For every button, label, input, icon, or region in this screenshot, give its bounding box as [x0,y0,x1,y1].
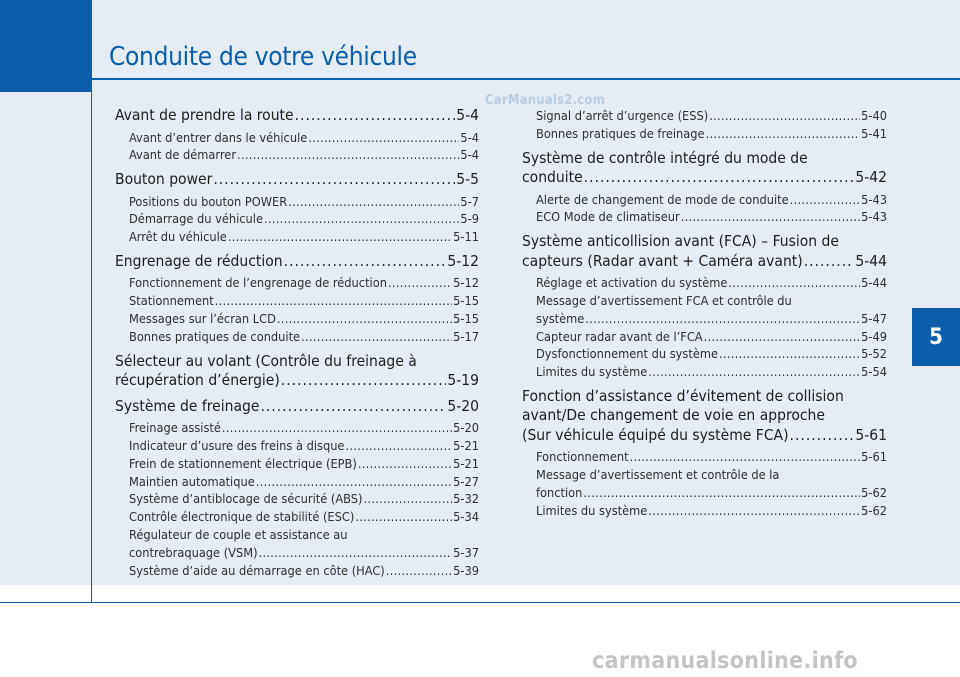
toc-leader [256,473,452,491]
toc-entry-evitement-message[interactable] [536,484,887,502]
toc-entry-title: Signal d’arrêt d’urgence (ESS) [536,108,709,123]
toc-page-number: 5-62 [861,502,887,518]
toc-leader [790,191,860,209]
toc-entry[interactable] [129,193,479,211]
toc-leader [681,208,860,226]
toc-entry-hac[interactable] [129,562,479,580]
toc-page-number: 5-4 [460,147,479,163]
toc-page-number: 5-15 [453,311,479,327]
toc-section-mode-conduite[interactable] [522,168,887,188]
toc-leader [363,490,452,508]
toc-leader [355,508,452,526]
toc-entry-title: Frein de stationnement électrique (EPB) [129,455,357,471]
toc-entry[interactable] [129,292,479,310]
toc-section-title: capteurs (Radar avant + Caméra avant) [522,251,803,270]
toc-leader [790,426,855,446]
toc-entry-title: Limites du système [536,502,648,518]
header-corner-block [0,0,92,92]
page-title: Conduite de votre véhicule [109,42,417,72]
toc-page-number: 5-7 [460,193,479,209]
toc-entry-evitement-message-line1[interactable]: Message d’avertissement et contrôle de la [536,467,780,483]
toc-leader [388,274,452,292]
toc-leader [719,345,860,363]
toc-entry[interactable] [536,107,887,125]
toc-section-evitement-line1[interactable]: Fonction d’assistance d’évitement de collision [522,386,844,405]
toc-entry-title: Système d’antiblocage de sécurité (ABS) [129,491,363,507]
toc-page-number: 5-54 [861,364,887,380]
toc-leader [704,328,860,346]
toc-leader [358,455,452,473]
toc-page-number: 5-52 [861,346,887,362]
toc-entry-vsm[interactable] [129,544,479,562]
toc-entry-title: Arrêt du véhicule [129,229,227,245]
toc-page-number: 5-43 [861,209,887,225]
toc-leader [222,419,452,437]
toc-entry[interactable] [129,473,479,491]
footer-rule [0,602,960,603]
toc-entry-title: Fonctionnement de l’engrenage de réduction [129,275,387,291]
toc-entry-fca-message-line1[interactable]: Message d’avertissement FCA et contrôle du [536,292,792,308]
toc-section-selecteur-line1[interactable]: Sélecteur au volant (Contrôle du freinage à [115,351,417,370]
toc-entry-title: système [536,310,585,326]
toc-entry[interactable] [129,310,479,328]
toc-section-selecteur[interactable] [115,371,479,391]
toc-section-evitement[interactable] [522,426,887,446]
watermark-carmanuals2: CarManuals2.com [485,93,606,108]
toc-entry[interactable] [129,274,479,292]
toc-page-number: 5-61 [855,425,887,444]
toc-leader [709,107,860,125]
toc-entry[interactable] [129,490,479,508]
toc-leader [295,106,456,126]
toc-page-number: 5-20 [447,396,479,415]
toc-entry-title: Messages sur l’écran LCD [129,311,276,327]
toc-section-title: Système de freinage [115,396,260,415]
toc-leader [237,146,459,164]
toc-section-title: (Sur véhicule équipé du système FCA) [522,425,789,444]
toc-entry-title: Réglage et activation du système [536,275,728,291]
toc-entry-title: Bonnes pratiques de freinage [536,125,705,141]
toc-entry[interactable] [536,345,887,363]
toc-leader [584,168,855,188]
toc-page-number: 5-44 [861,275,887,291]
toc-entry-title: Bonnes pratiques de conduite [129,328,301,344]
toc-leader [585,310,860,328]
toc-leader [308,129,459,147]
toc-page-number: 5-9 [460,211,479,227]
toc-left-column [115,106,479,579]
toc-page-number: 5-61 [861,449,887,465]
toc-section-title: Bouton power [115,170,213,189]
toc-page-number: 5-32 [453,491,479,507]
toc-leader [630,448,861,466]
toc-leader [215,292,452,310]
toc-page-number: 5-21 [453,437,479,453]
toc-section-bouton-power[interactable] [115,170,479,190]
toc-page-number: 5-4 [456,106,479,124]
toc-section-freinage[interactable] [115,397,479,417]
toc-leader [583,484,860,502]
toc-page-number: 5-17 [453,328,479,344]
toc-page-number: 5-42 [855,168,887,187]
toc-entry-title: Démarrage du véhicule [129,211,263,227]
toc-page-number: 5-34 [453,509,479,525]
toc-leader [345,437,452,455]
toc-leader [228,228,452,246]
toc-leader [804,252,855,272]
toc-entry[interactable] [129,455,479,473]
toc-leader [264,210,459,228]
toc-entry-title: Fonctionnement [536,449,629,465]
toc-page-number: 5-27 [453,473,479,489]
toc-page-number: 5-37 [453,544,479,560]
toc-entry[interactable] [129,228,479,246]
toc-section-title: Engrenage de réduction [115,251,283,270]
toc-entry-fca-message[interactable] [536,310,887,328]
toc-right-column [522,107,887,520]
left-margin-rule [91,0,92,603]
toc-entry[interactable] [536,274,887,292]
toc-page-number: 5-12 [453,275,479,291]
toc-page-number: 5-5 [456,170,479,189]
toc-entry-title: Alerte de changement de mode de conduite [536,191,789,207]
toc-entry[interactable] [129,437,479,455]
toc-page-number: 5-41 [861,125,887,141]
toc-entry[interactable] [536,125,887,143]
toc-entry-title: contrebraquage (VSM) [129,544,258,560]
toc-leader [281,371,447,391]
toc-entry[interactable] [129,146,479,164]
toc-entry-title: Capteur radar avant de l’FCA [536,328,703,344]
toc-page-number: 5-20 [453,420,479,436]
toc-entry-title: Indicateur d’usure des freins à disque [129,437,345,453]
toc-entry[interactable] [536,208,887,226]
toc-leader [301,328,452,346]
toc-page-number: 5-47 [861,310,887,326]
toc-page-number: 5-62 [861,485,887,501]
toc-entry[interactable] [536,363,887,381]
toc-leader [386,562,452,580]
toc-leader [706,125,861,143]
chapter-tab[interactable]: 5 [912,308,960,366]
toc-leader [213,170,455,190]
toc-leader [648,363,860,381]
toc-page-number: 5-39 [453,562,479,578]
toc-entry-title: fonction [536,485,583,501]
toc-entry[interactable] [129,210,479,228]
toc-section-avant-route[interactable] [115,106,479,126]
toc-page-number: 5-12 [447,251,479,270]
toc-section-title: Avant de prendre la route [115,106,294,124]
toc-page-number: 5-21 [453,455,479,471]
toc-entry-vsm-line1[interactable]: Régulateur de couple et assistance au [129,526,348,542]
toc-section-evitement-line2[interactable]: avant/De changement de voie en approche [522,406,825,425]
toc-entry[interactable] [129,328,479,346]
toc-entry-title: Contrôle électronique de stabilité (ESC) [129,509,355,525]
toc-entry-title: Stationnement [129,293,214,309]
toc-leader [277,310,452,328]
toc-entry-title: Maintien automatique [129,473,255,489]
toc-section-engrenage[interactable] [115,252,479,272]
toc-page-number: 5-40 [861,108,887,123]
watermark-carmanualsonline: carmanualsonline.info [592,648,858,674]
title-underline [92,78,960,80]
toc-entry-title: Système d’aide au démarrage en côte (HAC) [129,562,385,578]
toc-section-fca[interactable] [522,252,887,272]
toc-page-number: 5-44 [855,251,887,270]
toc-entry-title: Avant d’entrer dans le véhicule [129,129,308,145]
toc-entry-title: ECO Mode de climatiseur [536,209,680,225]
toc-leader [728,274,860,292]
toc-entry-title: Dysfonctionnement du système [536,346,718,362]
toc-section-title: récupération d’énergie) [115,371,280,390]
toc-leader [288,193,459,211]
toc-entry-title: Freinage assisté [129,420,221,436]
toc-entry[interactable] [129,508,479,526]
toc-entry-title: Avant de démarrer [129,147,237,163]
toc-entry[interactable] [129,419,479,437]
toc-leader [648,502,860,520]
toc-page-number: 5-4 [460,129,479,145]
toc-page-number: 5-49 [861,328,887,344]
toc-page-number: 5-19 [447,371,479,390]
toc-leader [260,397,446,417]
toc-section-title: conduite [522,168,583,187]
toc-section-mode-conduite-line1[interactable]: Système de contrôle intégré du mode de [522,148,808,167]
toc-page-number: 5-15 [453,293,479,309]
toc-entry-title: Positions du bouton POWER [129,193,288,209]
toc-page-number: 5-11 [453,229,479,245]
toc-leader [259,544,453,562]
toc-page-number: 5-43 [861,191,887,207]
toc-leader [284,252,447,272]
toc-entry[interactable] [536,448,887,466]
toc-entry-title: Limites du système [536,364,648,380]
toc-section-fca-line1[interactable]: Système anticollision avant (FCA) – Fusion de [522,232,839,251]
toc-entry[interactable] [536,191,887,209]
toc-entry[interactable] [129,129,479,147]
toc-entry[interactable] [536,328,887,346]
toc-entry[interactable] [536,502,887,520]
